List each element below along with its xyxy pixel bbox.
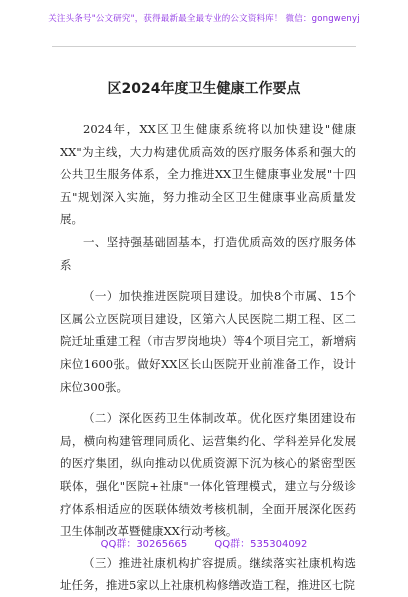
paragraph-item-1: （一）加快推进医院项目建设。加快8个市属、15个区属公立医院项目建设，区第六人民医院二期工程、区二院迁址重建工程（市吉罗岗地块）等4个项目完工，新增病床位1600张。做好XX区长山医院开业前准备工作，设计床位300张。 — [60, 289, 356, 394]
document-title: 区2024年度卫生健康工作要点 — [107, 81, 301, 97]
paragraph-item-3: （三）推进社康机构扩容提质。继续落实社康机构选址任务，推进5家以上社康机构修缮改造工程，推进区七院 — [60, 555, 356, 593]
paragraph-intro: 2024年，XX区卫生健康系统将以加快建设"健康XX"为主线，大力构建优质高效的医疗服务体系和强大的公共卫生服务体系，全力推进XX卫生健康事业发展"十四五"规划深入实施，努力推动全区卫生健康事业高质量发展。 — [60, 122, 356, 227]
document-body — [60, 118, 356, 597]
footer-qq-group-2: QQ群：535304092 — [214, 539, 308, 550]
footer-qq-group-1: QQ群：30265665 — [100, 539, 188, 550]
header-divider — [52, 46, 356, 47]
section-heading: 一、坚持强基础固基本，打造优质高效的医疗服务体系 — [60, 234, 356, 272]
header-banner: 关注头条号"公文研究"，获得最新最全最专业的公文资料库！ 微信：gongwenyj — [48, 14, 360, 24]
footer-contacts — [0, 535, 408, 550]
paragraph-item-2: （二）深化医药卫生体制改革。优化医疗集团建设布局，横向构建管理同质化、运营集约化、学科差异化发展的医疗集团，纵向推动以优质资源下沉为核心的紧密型医联体，强化"医院+社康"一体化管理模式，建立与分级诊疗体系相适应的医联体绩效考核机制，全面开展深化医药卫生体制改革暨健康XX行动考核。 — [60, 411, 356, 539]
